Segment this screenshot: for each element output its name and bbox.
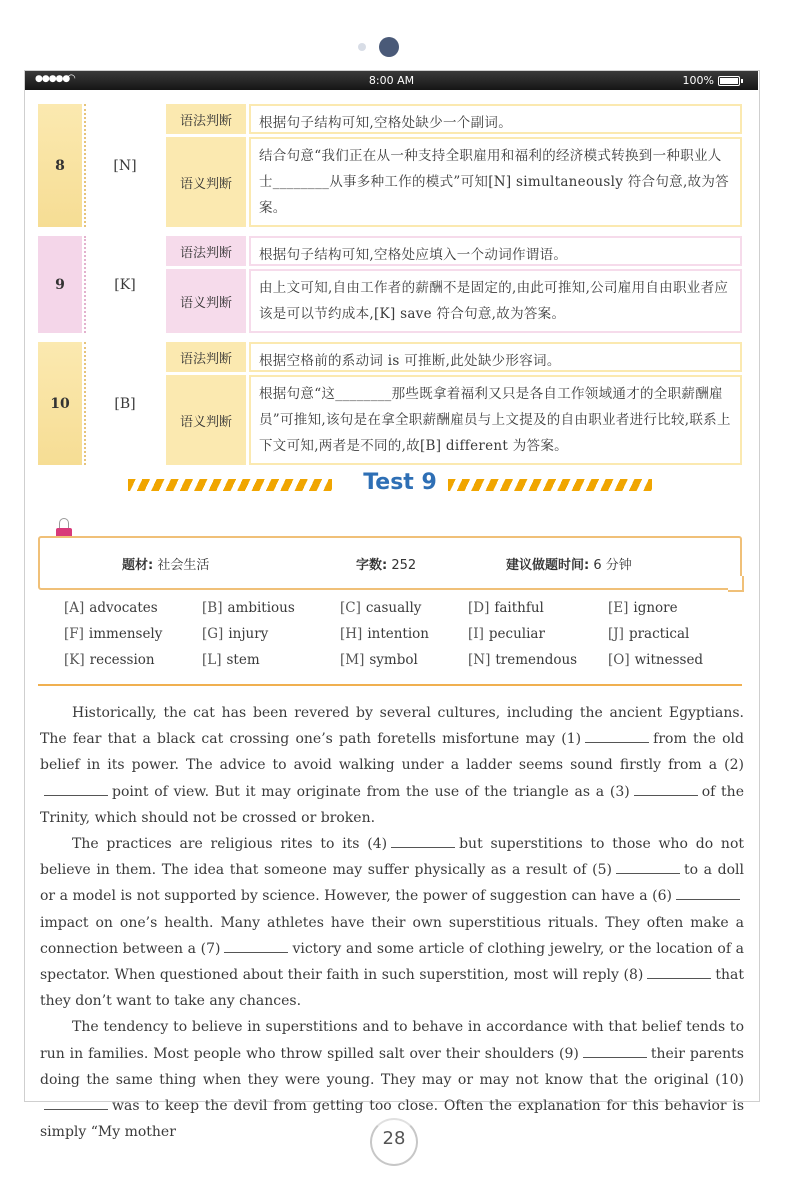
folded-corner bbox=[728, 576, 744, 592]
topic-label: 题材: bbox=[122, 558, 154, 573]
semantic-label: 语义判断 bbox=[166, 269, 246, 333]
topic-value: 社会生活 bbox=[157, 558, 210, 573]
word-option: [M] symbol bbox=[340, 652, 418, 668]
word-bank-row bbox=[64, 600, 744, 626]
grammar-label: 语法判断 bbox=[166, 236, 246, 266]
word-option: [E] ignore bbox=[608, 600, 678, 616]
paragraph-2: The practices are religious rites to its (4) but superstitions to those who do not believe in them. The idea that someone may suffer physically as a result of (5) to a doll or a model is not supported by science. However, the power of suggestion can have a (6)impact on one’s health. Many athletes have their own superstitious rituals. They often make a connection between a (7) victory and some article of clothing jewelry, or the location of a spectator. When questioned about their faith in such superstition, most will reply (8) that they don’t want to take any chances. bbox=[40, 831, 744, 1014]
blank-9 bbox=[583, 1043, 647, 1058]
question-number: 9 bbox=[38, 236, 82, 333]
word-option: [D] faithful bbox=[468, 600, 544, 616]
answer-analysis-table bbox=[38, 104, 742, 474]
test-info-box bbox=[38, 536, 742, 590]
time-label: 建议做题时间: bbox=[506, 558, 590, 573]
status-bar bbox=[25, 71, 758, 90]
page-number-badge bbox=[370, 1118, 418, 1166]
blank-2 bbox=[44, 781, 108, 796]
question-number: 10 bbox=[38, 342, 82, 465]
time-info bbox=[506, 554, 632, 573]
reading-passage bbox=[40, 700, 744, 1145]
status-time: 8:00 AM bbox=[368, 74, 415, 87]
word-option: [J] practical bbox=[608, 626, 690, 642]
wordcount-label: 字数: bbox=[356, 558, 388, 573]
word-option: [K] recession bbox=[64, 652, 155, 668]
blank-1 bbox=[585, 728, 649, 743]
paragraph-1: Historically, the cat has been revered by several cultures, including the ancient Egyptians. The fear that a black cat crossing one’s path foretells misfortune may (1) from the old belief in its power. The advice to avoid walking under a ladder seems sound firstly from a (2)point of view. But it may originate from the use of the triangle as a (3) of the Trinity, which should not be crossed or broken. bbox=[40, 705, 744, 826]
grammar-label: 语法判断 bbox=[166, 342, 246, 372]
test-heading bbox=[0, 470, 800, 500]
blank-8 bbox=[647, 964, 711, 979]
word-option: [O] witnessed bbox=[608, 652, 704, 668]
topic-info bbox=[122, 554, 209, 573]
battery-percent: 100% bbox=[682, 74, 714, 87]
blank-6 bbox=[676, 885, 740, 900]
camera-icon bbox=[379, 37, 399, 57]
word-option: [H] intention bbox=[340, 626, 429, 642]
word-option: [B] ambitious bbox=[202, 600, 295, 616]
decorative-stripes bbox=[448, 479, 652, 491]
wordcount-info bbox=[356, 554, 416, 573]
signal-icon: ●●●●● bbox=[35, 74, 70, 84]
word-option: [L] stem bbox=[202, 652, 260, 668]
semantic-text: 根据句意“这________那些既拿着福利又只是各自工作领域通才的全职薪酬雇员”可推知,该句是在拿全职薪酬雇员与上文提及的自由职业者进行比较,联系上下文可知,两者是不同的,故[B] different 为答案。 bbox=[249, 375, 742, 465]
grammar-text: 根据句子结构可知,空格处缺少一个副词。 bbox=[249, 104, 742, 134]
word-bank-row bbox=[64, 652, 744, 678]
answer-letter: [K] bbox=[84, 236, 164, 333]
battery-icon bbox=[718, 76, 740, 86]
semantic-label: 语义判断 bbox=[166, 375, 246, 465]
blank-7 bbox=[224, 938, 288, 953]
word-bank-row bbox=[64, 626, 744, 652]
word-option: [G] injury bbox=[202, 626, 269, 642]
word-bank bbox=[64, 600, 744, 678]
semantic-text: 由上文可知,自由工作者的薪酬不是固定的,由此可推知,公司雇用自由职业者应该是可以节约成本,[K] save 符合句意,故为答案。 bbox=[249, 269, 742, 333]
grammar-text: 根据句子结构可知,空格处应填入一个动词作谓语。 bbox=[249, 236, 742, 266]
page-number: 28 bbox=[382, 1128, 406, 1149]
word-option: [I] peculiar bbox=[468, 626, 545, 642]
time-value: 6 分钟 bbox=[593, 558, 632, 573]
answer-letter: [B] bbox=[84, 342, 164, 465]
blank-5 bbox=[616, 859, 680, 874]
section-divider bbox=[38, 684, 742, 686]
analysis-item-8 bbox=[38, 104, 742, 227]
grammar-label: 语法判断 bbox=[166, 104, 246, 134]
light-sensor bbox=[358, 43, 366, 51]
word-option: [C] casually bbox=[340, 600, 422, 616]
answer-letter: [N] bbox=[84, 104, 164, 227]
grammar-text: 根据空格前的系动词 is 可推断,此处缺少形容词。 bbox=[249, 342, 742, 372]
word-option: [N] tremendous bbox=[468, 652, 578, 668]
question-number: 8 bbox=[38, 104, 82, 227]
word-option: [F] immensely bbox=[64, 626, 163, 642]
paragraph-3: The tendency to believe in superstitions and to behave in accordance with that belief tends to run in families. Most people who throw spilled salt over their shoulders (9) their parents doing the same thing when they were young. They may or may not know that the original (10)was to keep the devil from getting too close. Often the explanation for this behavior is simply “My mother bbox=[40, 1019, 744, 1141]
wifi-icon: ◠ bbox=[67, 73, 76, 84]
test-title: Test 9 bbox=[363, 470, 437, 495]
semantic-text: 结合句意“我们正在从一种支持全职雇用和福利的经济模式转换到一种职业人士________从事多种工作的模式”可知[N] simultaneously 符合句意,故为答案。 bbox=[249, 137, 742, 227]
wordcount-value: 252 bbox=[391, 558, 417, 573]
analysis-item-10 bbox=[38, 342, 742, 465]
blank-4 bbox=[391, 833, 455, 848]
analysis-item-9 bbox=[38, 236, 742, 333]
blank-3 bbox=[634, 781, 698, 796]
semantic-label: 语义判断 bbox=[166, 137, 246, 227]
word-option: [A] advocates bbox=[64, 600, 158, 616]
blank-10 bbox=[44, 1095, 108, 1110]
